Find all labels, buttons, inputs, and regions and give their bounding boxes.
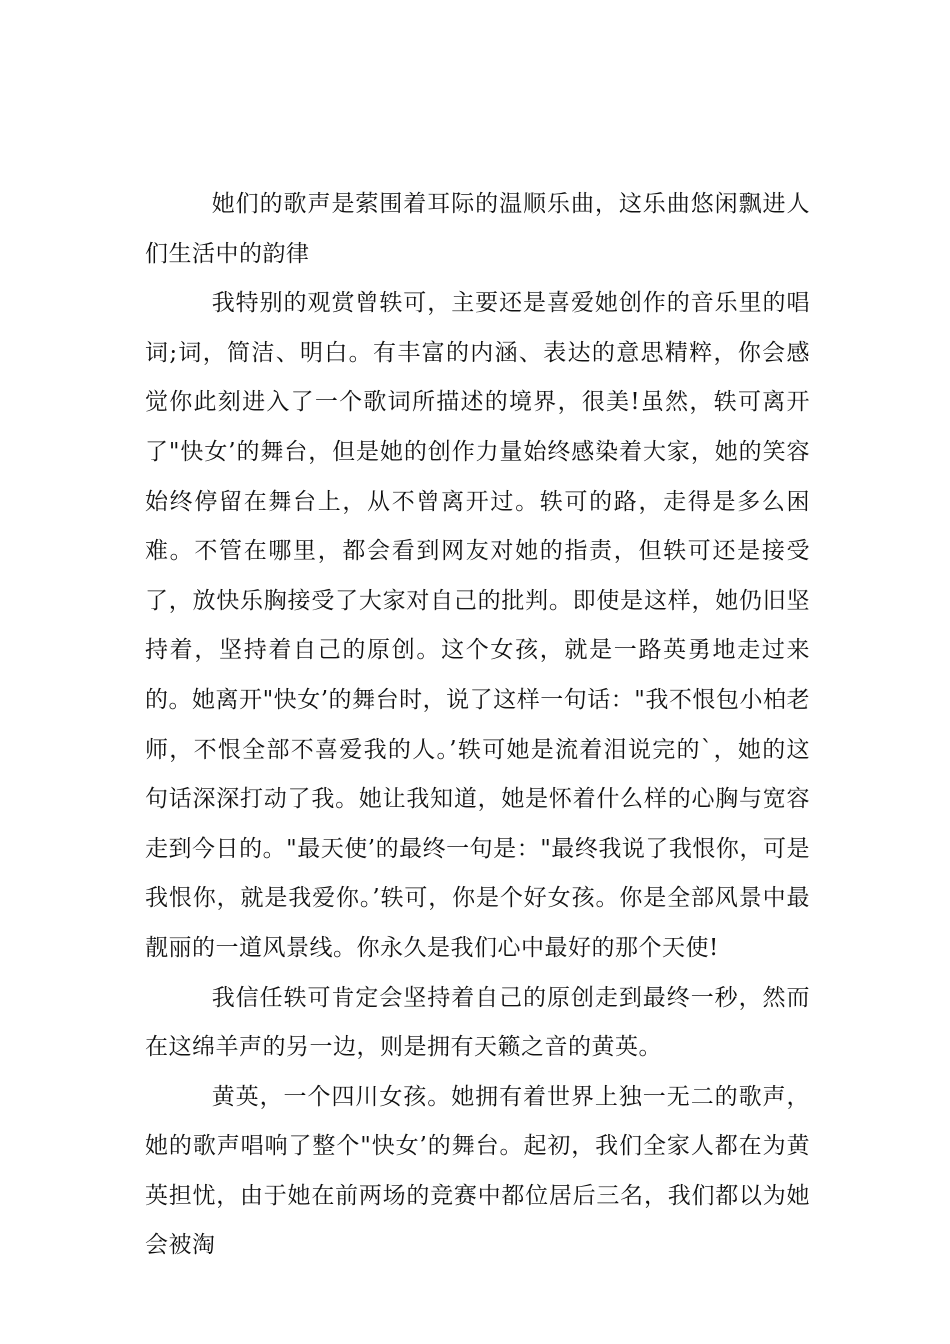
paragraph-1: 她们的歌声是萦围着耳际的温顺乐曲，这乐曲悠闲飘进人们生活中的韵律	[145, 191, 810, 267]
paragraph-3: 我信任轶可肯定会坚持着自己的原创走到最终一秒，然而在这绵羊声的另一边，则是拥有天籁之音的黄英。	[145, 984, 810, 1061]
document-body	[145, 180, 810, 1271]
paragraph-2: 我特别的观赏曾轶可，主要还是喜爱她创作的音乐里的唱词;词，简洁、明白。有丰富的内涵、表达的意思精粹，你会感觉你此刻进入了一个歌词所描述的境界，很美!虽然，轶可离开了"快女’的舞台，但是她的创作力量始终感染着大家，她的笑容始终停留在舞台上，从不曾离开过。轶可的路，走得是多么困难。不管在哪里，都会看到网友对她的指责，但轶可还是接受了，放快乐胸接受了大家对自己的批判。即使是这样，她仍旧坚持着，坚持着自己的原创。这个女孩，就是一路英勇地走过来的。她离开"快女’的舞台时，说了这样一句话："我不恨包小柏老师，不恨全部不喜爱我的人。’轶可她是流着泪说完的`，她的这句话深深打动了我。她让我知道，她是怀着什么样的心胸与宽容走到今日的。"最天使’的最终一句是："最终我说了我恨你，可是我恨你，就是我爱你。’轶可，你是个好女孩。你是全部风景中最靓丽的一道风景线。你永久是我们心中最好的那个天使!	[145, 290, 810, 961]
paragraph-4: 黄英，一个四川女孩。她拥有着世界上独一无二的歌声，她的歌声唱响了整个"快女’的舞台。起初，我们全家人都在为黄英担忧，由于她在前两场的竞赛中都位居后三名，我们都以为她会被淘	[145, 1083, 810, 1259]
